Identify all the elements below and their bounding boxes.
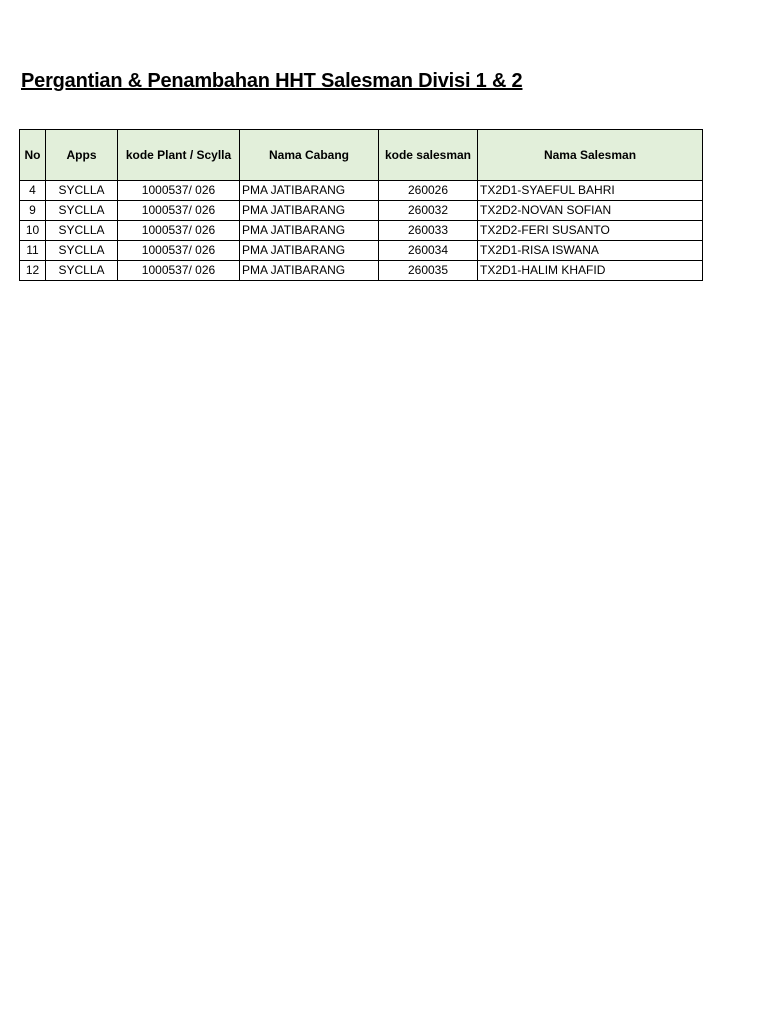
cell-nama-salesman: TX2D1-HALIM KHAFID — [478, 261, 703, 281]
table-row — [20, 221, 703, 241]
cell-apps: SYCLLA — [46, 221, 118, 241]
page-title: Pergantian & Penambahan HHT Salesman Divisi 1 & 2 — [21, 70, 523, 92]
cell-apps: SYCLLA — [46, 201, 118, 221]
cell-apps: SYCLLA — [46, 261, 118, 281]
cell-kode-plant: 1000537/ 026 — [118, 221, 240, 241]
cell-apps: SYCLLA — [46, 181, 118, 201]
cell-nama-cabang: PMA JATIBARANG — [240, 181, 379, 201]
cell-nama-salesman: TX2D1-RISA ISWANA — [478, 241, 703, 261]
table-row — [20, 261, 703, 281]
cell-no: 12 — [20, 261, 46, 281]
header-apps: Apps — [46, 130, 118, 181]
cell-no: 4 — [20, 181, 46, 201]
cell-kode-salesman: 260033 — [379, 221, 478, 241]
cell-kode-salesman: 260026 — [379, 181, 478, 201]
cell-no: 11 — [20, 241, 46, 261]
cell-nama-salesman: TX2D1-SYAEFUL BAHRI — [478, 181, 703, 201]
cell-kode-plant: 1000537/ 026 — [118, 261, 240, 281]
header-no: No — [20, 130, 46, 181]
table-row — [20, 241, 703, 261]
cell-nama-cabang: PMA JATIBARANG — [240, 201, 379, 221]
cell-kode-salesman: 260032 — [379, 201, 478, 221]
table-header-row — [20, 130, 703, 181]
cell-apps: SYCLLA — [46, 241, 118, 261]
table-row — [20, 201, 703, 221]
cell-nama-cabang: PMA JATIBARANG — [240, 221, 379, 241]
cell-kode-plant: 1000537/ 026 — [118, 181, 240, 201]
header-nama-salesman: Nama Salesman — [478, 130, 703, 181]
cell-kode-plant: 1000537/ 026 — [118, 241, 240, 261]
cell-nama-cabang: PMA JATIBARANG — [240, 261, 379, 281]
cell-kode-salesman: 260035 — [379, 261, 478, 281]
header-nama-cabang: Nama Cabang — [240, 130, 379, 181]
header-kode-salesman: kode salesman — [379, 130, 478, 181]
cell-kode-plant: 1000537/ 026 — [118, 201, 240, 221]
header-kode-plant: kode Plant / Scylla — [118, 130, 240, 181]
cell-kode-salesman: 260034 — [379, 241, 478, 261]
cell-no: 9 — [20, 201, 46, 221]
cell-nama-salesman: TX2D2-FERI SUSANTO — [478, 221, 703, 241]
cell-nama-salesman: TX2D2-NOVAN SOFIAN — [478, 201, 703, 221]
table-row — [20, 181, 703, 201]
cell-no: 10 — [20, 221, 46, 241]
cell-nama-cabang: PMA JATIBARANG — [240, 241, 379, 261]
salesman-table — [19, 129, 703, 281]
